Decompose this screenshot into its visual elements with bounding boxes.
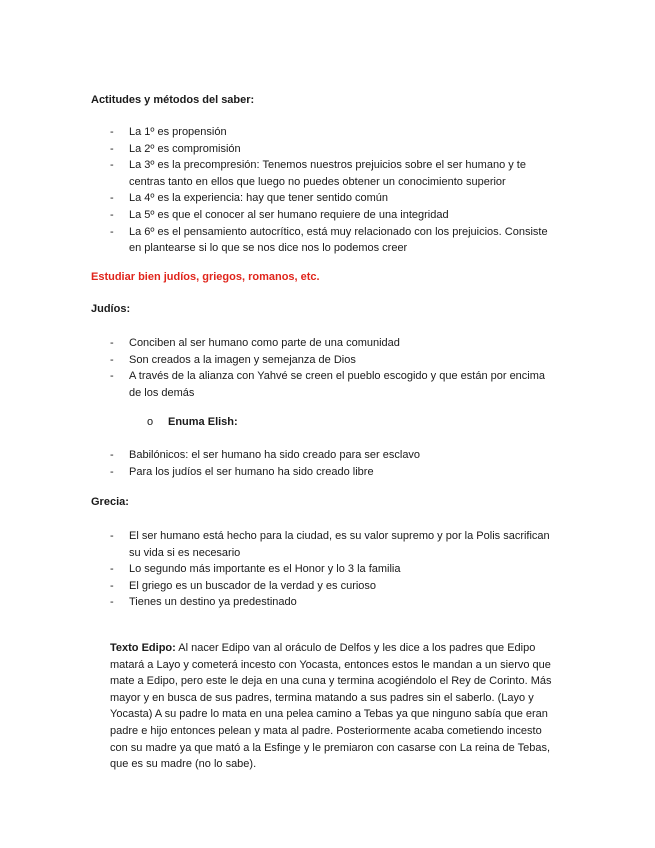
list-item: - La 3º es la precompresión: Tenemos nuestros prejuicios sobre el ser humano y te centras tanto en ellos que luego no puedes obtener un conocimiento superior <box>0 157 559 190</box>
list-item: - La 2º es compromisión <box>0 141 559 158</box>
list-item: - Conciben al ser humano como parte de una comunidad <box>0 335 559 352</box>
circle-bullet: o <box>147 416 154 428</box>
list-item: - El griego es un buscador de la verdad y es curioso <box>0 578 559 595</box>
section-heading-actitudes: Actitudes y métodos del saber: <box>91 94 255 106</box>
list-item: - La 4º es la experiencia: hay que tener sentido común <box>0 190 559 207</box>
section-heading-judios: Judíos: <box>91 303 131 315</box>
enuma-elish-list <box>0 447 655 480</box>
list-item: - La 5º es que el conocer al ser humano requiere de una integridad <box>0 207 559 224</box>
list-item: - El ser humano está hecho para la ciudad, es su valor supremo y por la Polis sacrifican su vida si es necesario <box>0 528 559 561</box>
edipo-text: Al nacer Edipo van al oráculo de Delfos y les dice a los padres que Edipo matará a Layo y cometerá incesto con Yocasta, entonces estos le mandan a un siervo que mate a Edipo, pero este le deja en una cuna y termina acogiéndolo el Rey de Corinto. Más mayor y en busca de sus padres, termina matando a sus padres sin el saberlo. (Layo y Yocasta) A su padre lo mata en una pelea camino a Tebas ya que ninguno sabía que eran padre e hijo entonces pelean y mata al padre. Posteriormente acaba cometiendo incesto con su madre ya que mató a la Esfinge y le premiaron con casarse con La reina de Tebas, que es su madre (no lo sabe). <box>110 642 552 771</box>
list-item: - Babilónicos: el ser humano ha sido creado para ser esclavo <box>0 447 559 464</box>
edipo-paragraph <box>110 640 560 773</box>
grecia-list <box>0 528 655 611</box>
list-item: - A través de la alianza con Yahvé se creen el pueblo escogido y que están por encima de los demás <box>0 368 559 401</box>
list-item: - La 1º es propensión <box>0 124 559 141</box>
list-item: - Tienes un destino ya predestinado <box>0 594 559 611</box>
section-heading-grecia: Grecia: <box>91 496 129 508</box>
enuma-elish-subitem <box>147 416 238 428</box>
list-item: - La 6º es el pensamiento autocrítico, está muy relacionado con los prejuicios. Consiste en plantearse si lo que se nos dice nos lo podemos creer <box>0 224 559 257</box>
list-item: - Para los judíos el ser humano ha sido creado libre <box>0 464 559 481</box>
red-study-note: Estudiar bien judíos, griegos, romanos, etc. <box>91 271 320 283</box>
list-item: - Son creados a la imagen y semejanza de Dios <box>0 352 559 369</box>
actitudes-list <box>0 124 655 257</box>
judios-list <box>0 335 655 401</box>
edipo-label: Texto Edipo: <box>110 642 176 654</box>
enuma-elish-label: Enuma Elish: <box>168 416 238 428</box>
list-item: - Lo segundo más importante es el Honor y lo 3 la familia <box>0 561 559 578</box>
